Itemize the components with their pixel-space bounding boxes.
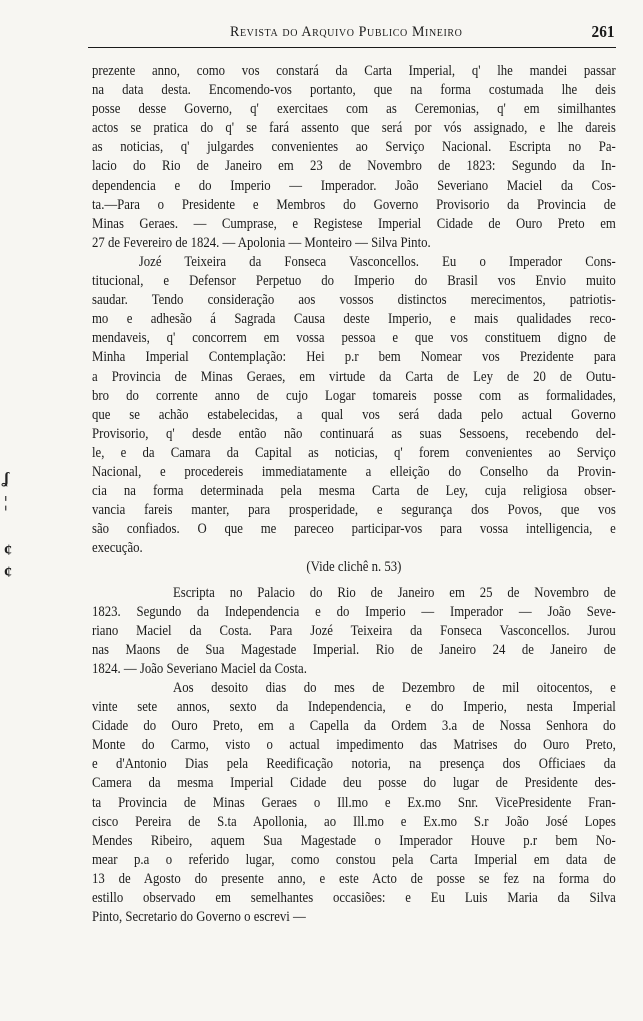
text-line: ta.—Para o Presidente e Membros do Governo Provisorio da Provincia de (92, 196, 616, 213)
text-line: 27 de Fevereiro de 1824. — Apolonia — Monteiro — Silva Pinto. (92, 234, 431, 251)
text-line: Pinto, Secretario do Governo o escrevi — (92, 909, 306, 926)
text-line: le, e da Camara da Capital as noticias, q' forem convenientes ao Serviço (92, 444, 616, 461)
text-line: mendaveis, q' concorrem em vossa pessoa e que vos constituem digno de (92, 330, 616, 347)
text-line: cia na forma determinada pela mesma Carta de Ley, cuja religiosa obser- (92, 483, 616, 500)
text-line: execução. (92, 540, 143, 557)
text-line: e d'Antonio Dias pela Reedificação notoria, na presença dos Officiaes da (92, 756, 616, 773)
text-line: 1824. — João Severiano Maciel da Costa. (92, 660, 307, 677)
text-line: Monte do Carmo, visto o actual impedimento das Matrises do Ouro Preto, (92, 737, 616, 754)
text-line: que se achão estabelecidas, a qual vos será dada pelo actual Governo (92, 406, 616, 423)
text-line: a Provincia de Minas Geraes, em virtude da Carta de Ley de 20 de Outu- (92, 368, 616, 385)
text-line: Minha Imperial Contemplação: Hei p.r bem Nomear vos Prezidente para (92, 349, 616, 366)
text-line: mear p.a o referido lugar, como constou pela Carta Imperial em data de (92, 851, 616, 868)
text-line: dependencia e do Imperio — Imperador. João Severiano Maciel da Cos- (92, 177, 616, 194)
text-line: mo e adhesão á Sagrada Causa deste Imperio, e mais qualidades reco- (92, 311, 616, 328)
margin-mark: ¦ (4, 494, 8, 511)
text-line: lacio do Rio de Janeiro em 23 de Novembro de 1823: Segundo da In- (92, 158, 616, 175)
text-line: saudar. Tendo consideração aos vossos distinctos merecimentos, patriotis- (92, 292, 616, 309)
page-number: 261 (591, 22, 614, 41)
text-line: nas Maons de Sua Magestade Imperial. Rio de Janeiro 24 de Janeiro de (92, 641, 616, 658)
text-line: posse desse Governo, q' exercitaes com as Ceremonias, q' em similhantes (92, 101, 616, 118)
text-line: Camera da mesma Imperial Cidade deu posse do lugar de Presidente des- (92, 775, 616, 792)
body-text (92, 62, 616, 927)
text-line: 13 de Agosto do presente anno, e este Acto de posse se fez na forma do (92, 870, 616, 887)
text-line: titucional, e Defensor Perpetuo do Imperio do Brasil vos Envio muito (92, 273, 616, 290)
text-line: são confiados. O que me pareceo participar-vos para vossa intelligencia, e (92, 521, 616, 538)
text-line: Nacional, e procedereis immediatamente a elleição do Conselho da Provin- (92, 463, 616, 480)
text-line: prezente anno, como vos constará da Carta Imperial, q' lhe mandei passar (92, 63, 616, 79)
margin-marks (0, 460, 20, 600)
text-line: as noticias, q' julgardes convenientes ao Serviço Nacional. Escripta no Pa- (92, 139, 616, 156)
text-line: estillo observado em semelhantes occasiões: e Eu Luis Maria da Silva (92, 890, 616, 907)
text-line: vancia fareis manter, para prosperidade, e segurança dos Povos, que vos (92, 502, 616, 519)
text-line: Mendes Ribeiro, aquem Sua Magestade o Imperador Houve p.r bem No- (92, 832, 616, 849)
text-line: cisco Pereira de S.ta Apollonia, ao Ill.mo e Ex.mo S.r João José Lopes (92, 813, 616, 830)
margin-mark: ¢ (4, 542, 12, 559)
running-header (88, 20, 616, 46)
text-line: Cidade do Ouro Preto, em a Capella da Ordem 3.a de Nossa Senhora do (92, 718, 616, 735)
journal-title: Revista do Arquivo Publico Mineiro (230, 24, 463, 41)
text-line: Provisorio, q' desde então não continuará as suas Sessoens, recebendo del- (92, 425, 616, 442)
text-line: Jozé Teixeira da Fonseca Vasconcellos. Eu o Imperador Cons- (138, 253, 616, 270)
text-line: Aos desoito dias do mes de Dezembro de mil oitocentos, e (173, 680, 616, 696)
text-line: riano Maciel da Costa. Para Jozé Teixeira da Fonseca Vasconcellos. Jurou (92, 622, 616, 639)
text-line: vinte sete annos, sexto da Independencia, e do Imperio, nesta Imperial (92, 699, 616, 716)
text-line: 1823. Segundo da Independencia e do Imperio — Imperador — João Seve- (92, 603, 616, 620)
margin-mark: ʆ (4, 470, 10, 487)
text-line: ta Provincia de Minas Geraes o Ill.mo e Ex.mo Snr. VicePresidente Fran- (92, 794, 616, 811)
text-line: bro do corrente anno de cujo Logar tomareis posse com as formalidades, (92, 387, 616, 404)
margin-mark: ¢ (4, 564, 12, 581)
text-line: actos se pratica do q' se fará assento que será por vós assignado, e lhe dareis (92, 120, 616, 137)
text-line: na data desta. Encomendo-vos portanto, que na forma costumada lhe deis (92, 82, 616, 99)
text-line: Minas Geraes. — Cumprase, e Registese Imperial Cidade de Ouro Preto em (92, 215, 616, 232)
cliche-reference: (Vide clichê n. 53) (306, 559, 402, 576)
header-rule (88, 47, 616, 48)
text-line: Escripta no Palacio do Rio de Janeiro em 25 de Novembro de (173, 584, 616, 601)
